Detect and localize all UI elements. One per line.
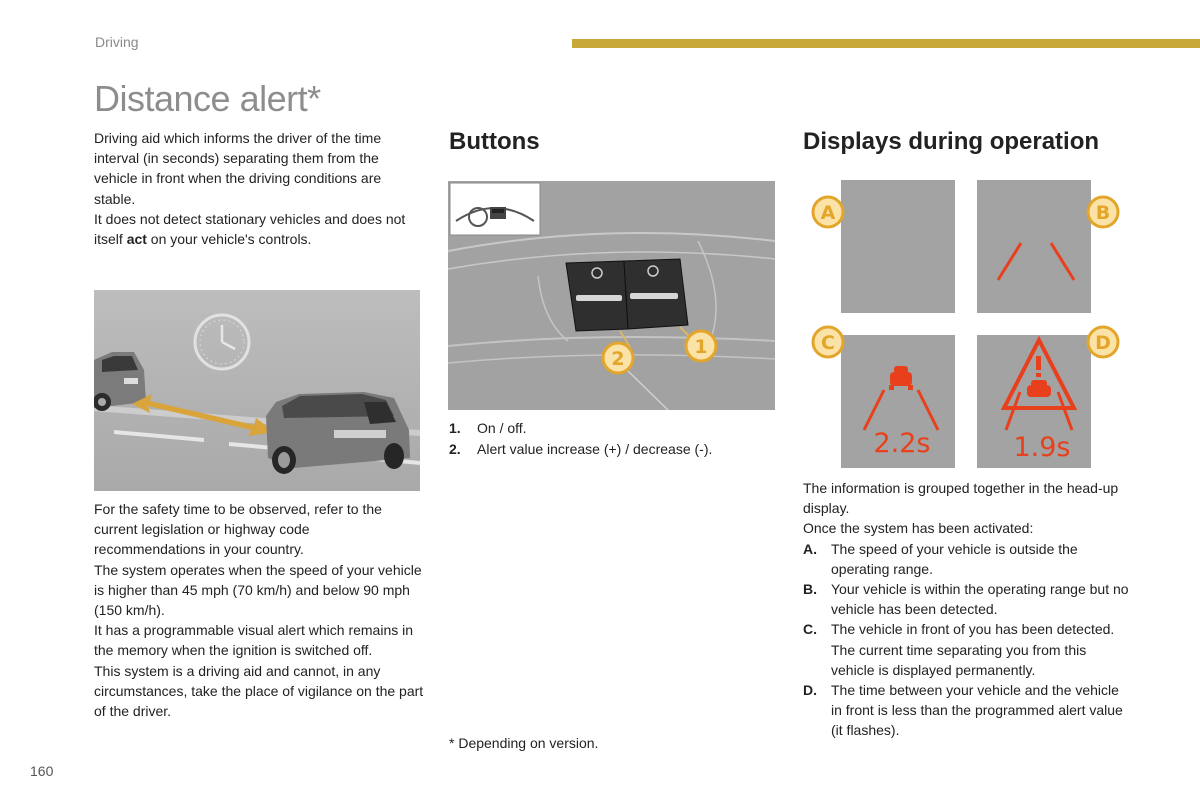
badge-d — [1088, 327, 1118, 357]
list-item: 1. On / off. — [449, 420, 527, 436]
list-item: C. The vehicle in front of you has been detected. — [803, 621, 1115, 638]
page-title: Distance alert* — [94, 78, 321, 119]
details-paragraph-3: It has a programmable visual alert which remains in the memory when the ignition is switched off. — [94, 622, 414, 659]
details-paragraph-4: This system is a driving aid and cannot, in any circumstances, take the place of vigilance on the part of the driver. — [94, 662, 424, 720]
buttons-heading: Buttons — [449, 128, 540, 155]
buttons-illustration — [448, 181, 775, 410]
badge-b — [1088, 197, 1118, 227]
displays-list — [803, 539, 1133, 741]
dashboard-buttons-image — [448, 181, 775, 410]
vehicle-in-front-image — [266, 392, 410, 474]
details-text — [94, 499, 424, 721]
callout-1-label: 1 — [694, 336, 708, 358]
intro-text — [94, 128, 424, 249]
displays-heading: Displays during operation — [803, 128, 1100, 155]
section-label: Driving — [95, 34, 139, 50]
displays-intro-2: Once the system has been activated: — [803, 520, 1034, 537]
page-number: 160 — [30, 763, 54, 779]
badge-a — [813, 197, 843, 227]
displays-intro-1: The information is grouped together in the head-up display. — [803, 480, 1119, 517]
time-value-d: 1.9s — [1013, 432, 1071, 463]
svg-text:D: D — [1095, 332, 1111, 354]
details-paragraph-2: The system operates when the speed of your vehicle is higher than 45 mph (70 km/h) and below 90 mph (150 km/h). — [94, 561, 422, 619]
badge-c — [813, 327, 843, 357]
displays-text — [803, 478, 1133, 741]
list-item: B. Your vehicle is within the operating range but no vehicle has been detected. — [803, 581, 1129, 618]
time-value-c: 2.2s — [873, 428, 931, 459]
list-item: 2. Alert value increase (+) / decrease (-). — [449, 441, 713, 457]
header-accent-bar — [572, 39, 1200, 48]
intro-bold-word: act — [126, 231, 147, 248]
callout-2-label: 2 — [611, 348, 625, 370]
details-paragraph-1: For the safety time to be observed, refer to the current legislation or highway code recommendations in your country. — [94, 501, 382, 558]
buttons-list — [449, 418, 769, 460]
panel-a — [841, 180, 955, 313]
alert-buttons — [566, 259, 688, 331]
footnote: * Depending on version. — [449, 735, 599, 751]
panel-b — [977, 180, 1091, 313]
distance-illustration — [94, 290, 420, 491]
svg-text:C: C — [821, 332, 835, 354]
display-panels — [806, 180, 1128, 470]
svg-text:B: B — [1095, 202, 1111, 224]
svg-text:A: A — [820, 202, 836, 224]
cockpit-thumbnail — [450, 183, 540, 235]
intro-paragraph-2: It does not detect stationary vehicles and does not itself act on your vehicle's controls. — [94, 210, 406, 248]
list-item: D. The time between your vehicle and the vehicle in front is less than the programmed alert value (it flashes). — [803, 682, 1123, 739]
list-item: A. The speed of your vehicle is outside the operating range. — [803, 540, 1078, 577]
list-item: The current time separating you from this vehicle is displayed permanently. — [831, 641, 1087, 678]
cars-distance-image — [94, 290, 420, 491]
intro-paragraph-1: Driving aid which informs the driver of the time interval (in seconds) separating them from the vehicle in front when the driving conditions are stable. — [94, 130, 382, 207]
